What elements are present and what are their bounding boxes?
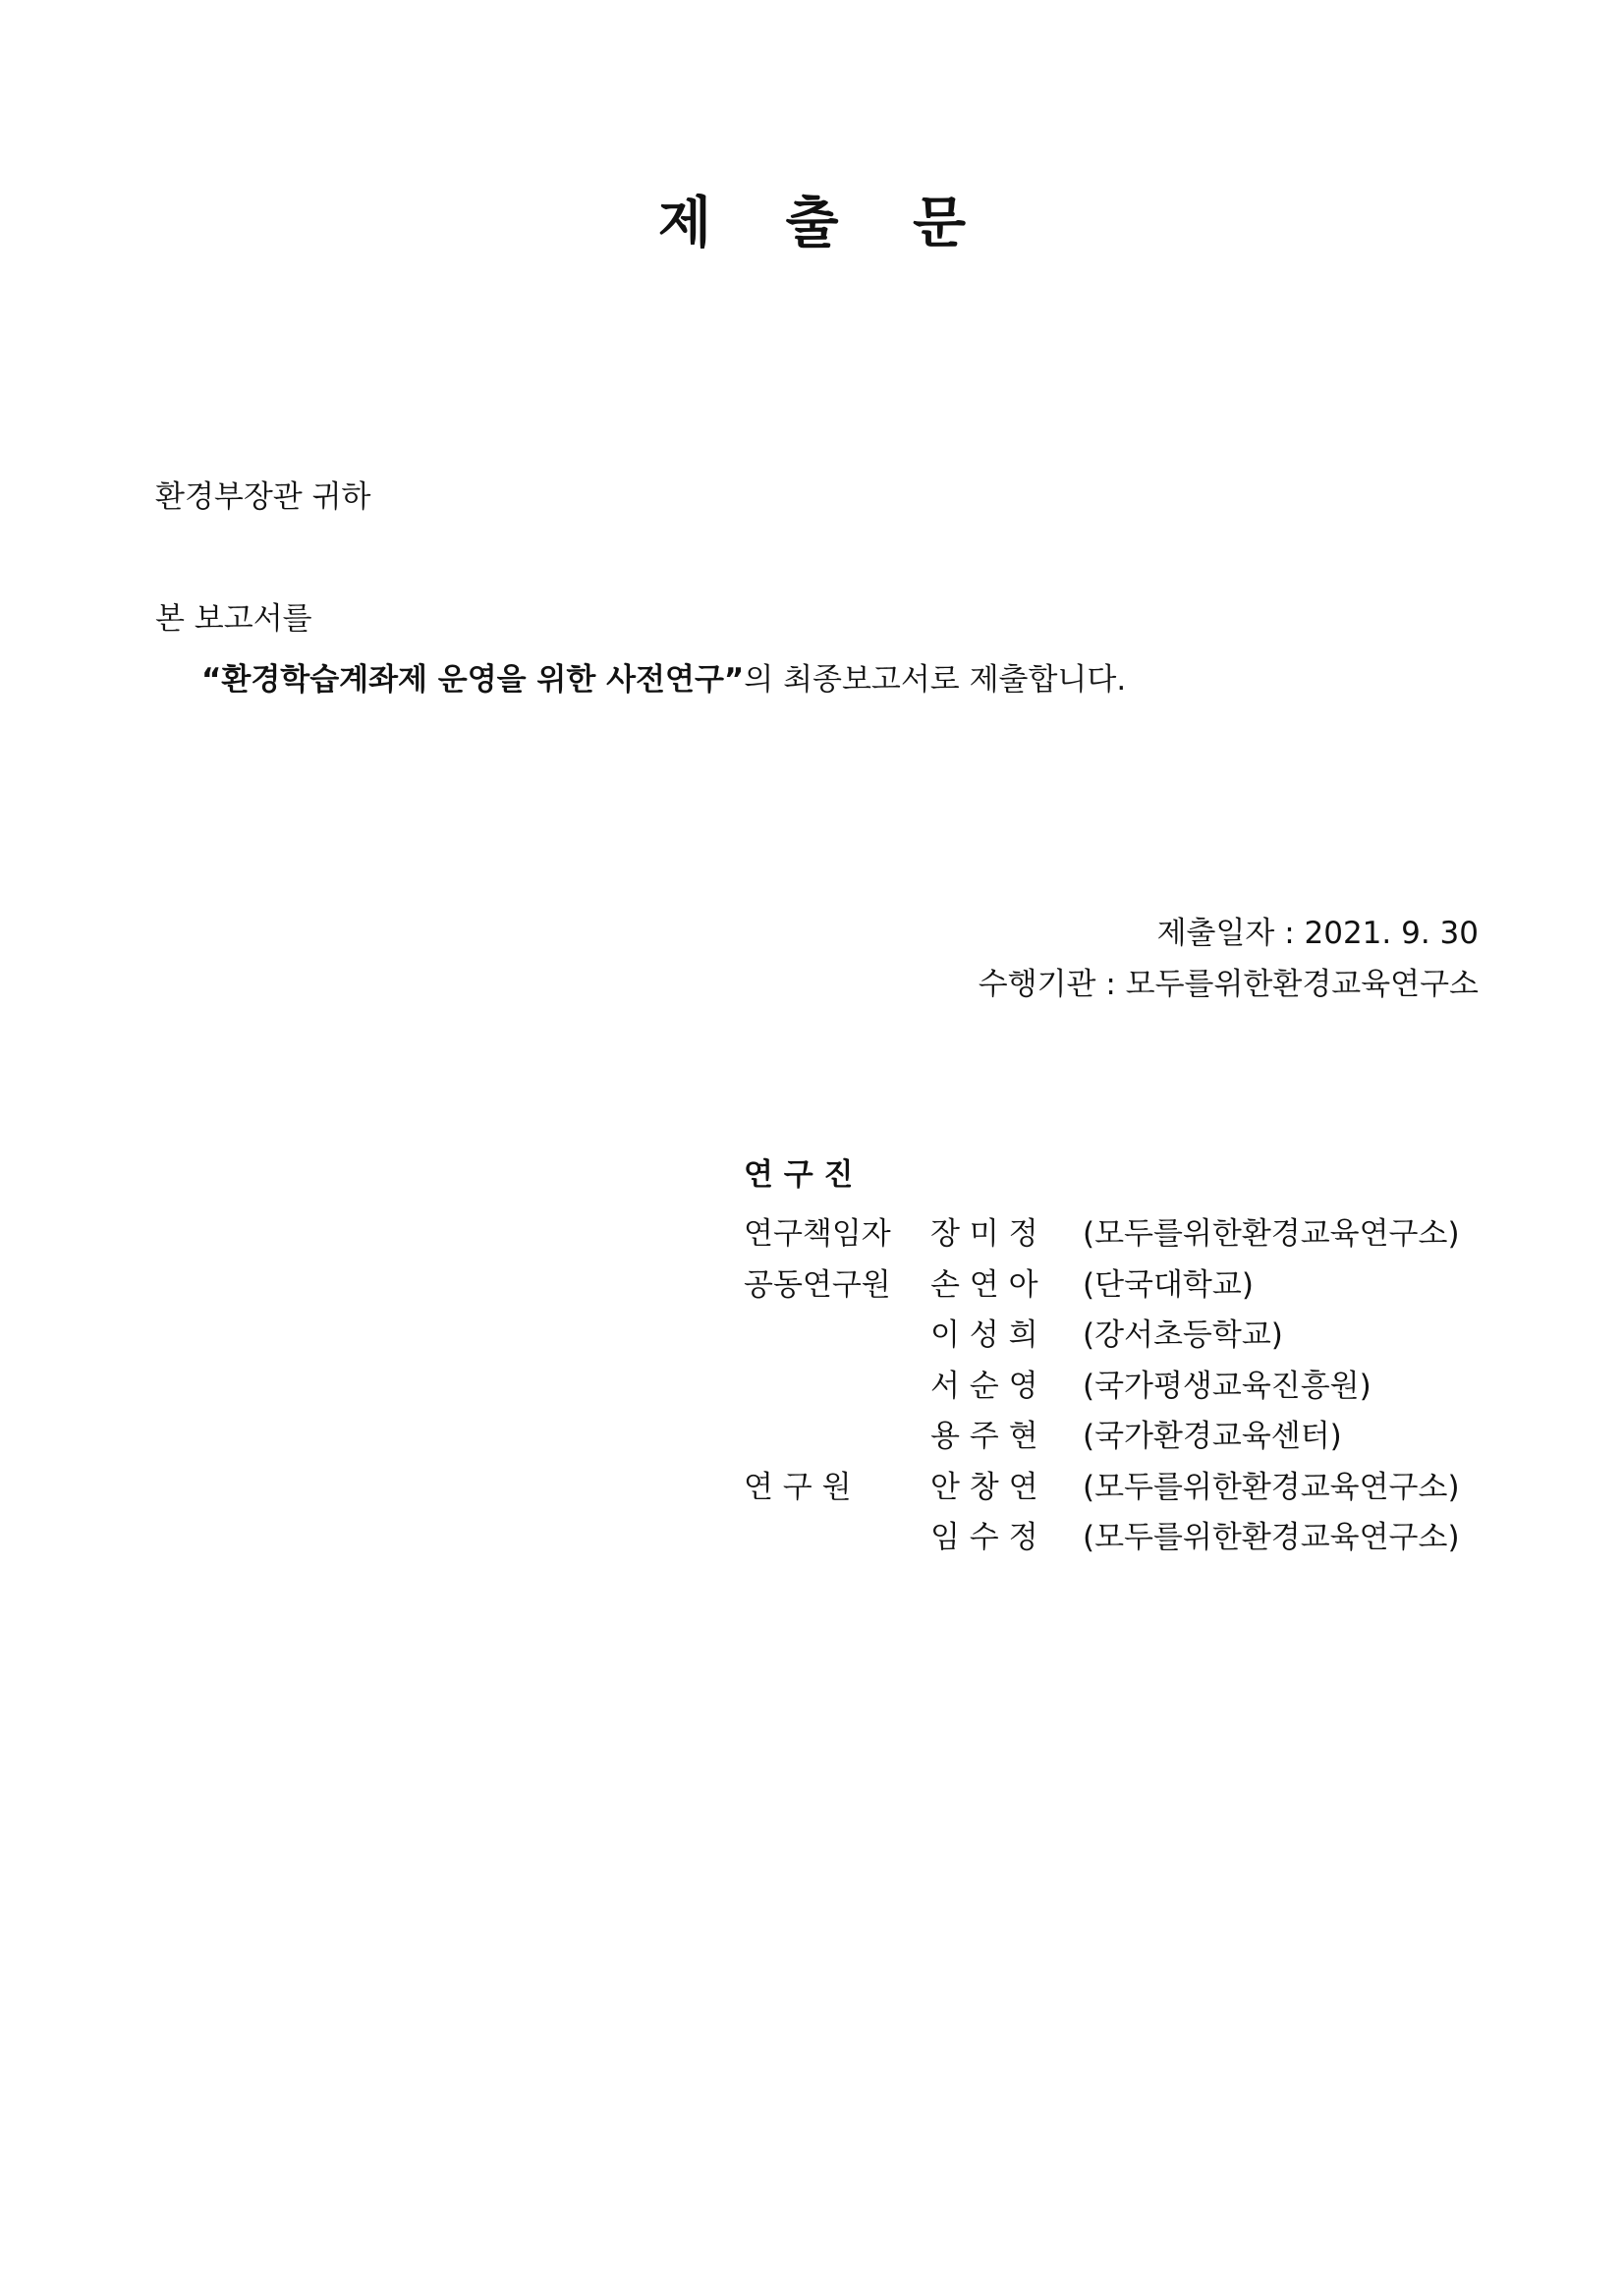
member-role — [744, 1307, 930, 1358]
member-role — [744, 1408, 930, 1459]
member-role — [744, 1509, 930, 1560]
member-role: 연 구 원 — [744, 1469, 852, 1505]
member-name: 안 창 연 — [930, 1469, 1038, 1505]
statement-suffix: 의 최종보고서로 제출합니다. — [744, 662, 1127, 698]
member-affiliation: (국가평생교육진흥원) — [1083, 1368, 1372, 1404]
team-member-row — [744, 1459, 1460, 1510]
team-member-row — [744, 1205, 1460, 1257]
submission-date: 제출일자 : 2021. 9. 30 — [1156, 916, 1479, 951]
addressee-line: 환경부장관 귀하 — [155, 479, 371, 515]
team-member-row — [744, 1358, 1460, 1409]
intro-line: 본 보고서를 — [155, 601, 312, 637]
member-role — [744, 1358, 930, 1409]
member-role: 공동연구원 — [744, 1266, 891, 1303]
research-team-table — [744, 1205, 1460, 1560]
submission-statement — [201, 660, 1126, 700]
member-affiliation: (모두를위한환경교육연구소) — [1083, 1469, 1460, 1505]
page-title: 제 출 문 — [657, 192, 994, 255]
member-name: 용 주 현 — [930, 1419, 1038, 1455]
member-affiliation: (국가환경교육센터) — [1083, 1419, 1342, 1455]
member-name: 손 연 아 — [930, 1266, 1038, 1303]
team-member-row — [744, 1408, 1460, 1459]
member-name: 서 순 영 — [930, 1368, 1038, 1404]
member-affiliation: (강서초등학교) — [1083, 1317, 1283, 1354]
performing-organization: 수행기관 : 모두를위한환경교육연구소 — [978, 967, 1479, 1002]
member-name: 장 미 정 — [930, 1216, 1038, 1253]
member-affiliation: (모두를위한환경교육연구소) — [1083, 1216, 1460, 1253]
member-name: 임 수 정 — [930, 1520, 1038, 1556]
research-team-heading: 연 구 진 — [744, 1157, 854, 1193]
report-title: “환경학습계좌제 운영을 위한 사전연구” — [201, 662, 745, 698]
member-affiliation: (모두를위한환경교육연구소) — [1083, 1520, 1460, 1556]
team-member-row — [744, 1257, 1460, 1308]
team-member-row — [744, 1509, 1460, 1560]
member-name: 이 성 희 — [930, 1317, 1038, 1354]
member-role: 연구책임자 — [744, 1216, 891, 1253]
member-affiliation: (단국대학교) — [1083, 1266, 1254, 1303]
team-member-row — [744, 1307, 1460, 1358]
